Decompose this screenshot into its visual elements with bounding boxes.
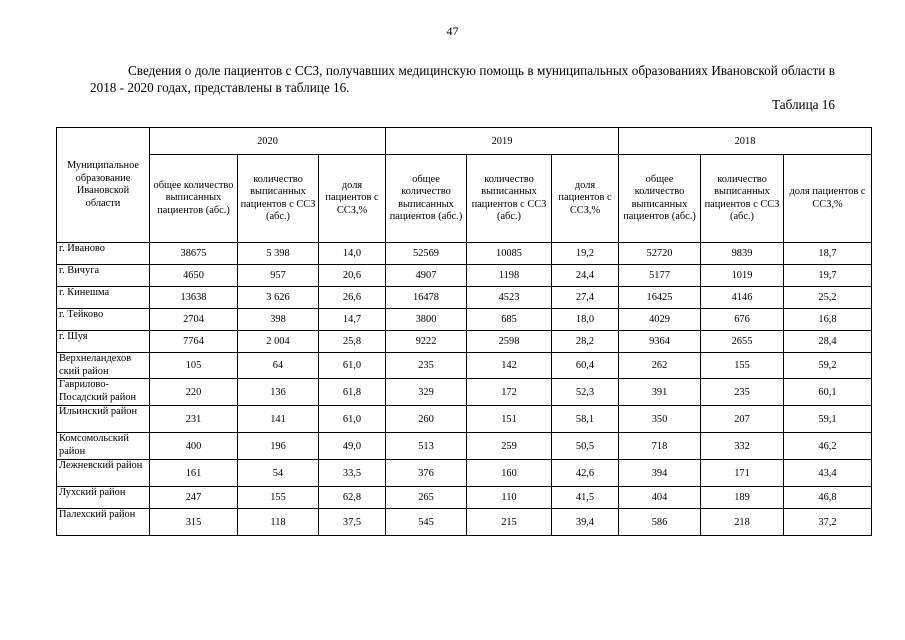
value-cell: 155 (701, 353, 784, 379)
value-cell: 586 (619, 509, 701, 536)
value-cell: 3 626 (238, 287, 319, 309)
value-cell: 16425 (619, 287, 701, 309)
value-cell: 172 (467, 379, 552, 406)
subheader-cvd-patients: количество выписанных пациентов с ССЗ (абс.) (701, 155, 784, 243)
value-cell: 18,0 (552, 309, 619, 331)
value-cell: 25,2 (784, 287, 872, 309)
year-header-2020: 2020 (150, 128, 386, 155)
value-cell: 2655 (701, 331, 784, 353)
value-cell: 60,4 (552, 353, 619, 379)
value-cell: 52720 (619, 243, 701, 265)
value-cell: 38675 (150, 243, 238, 265)
value-cell: 7764 (150, 331, 238, 353)
value-cell: 50,5 (552, 433, 619, 460)
table-row (57, 433, 872, 460)
municipality-name: Ильинский район (57, 406, 150, 433)
value-cell: 27,4 (552, 287, 619, 309)
value-cell: 61,0 (319, 353, 386, 379)
value-cell: 215 (467, 509, 552, 536)
value-cell: 189 (701, 487, 784, 509)
value-cell: 60,1 (784, 379, 872, 406)
value-cell: 118 (238, 509, 319, 536)
municipality-name: Палехский район (57, 509, 150, 536)
municipality-name: г. Шуя (57, 331, 150, 353)
value-cell: 4029 (619, 309, 701, 331)
value-cell: 59,1 (784, 406, 872, 433)
municipality-name: г. Вичуга (57, 265, 150, 287)
value-cell: 676 (701, 309, 784, 331)
value-cell: 49,0 (319, 433, 386, 460)
value-cell: 332 (701, 433, 784, 460)
table-row (57, 509, 872, 536)
value-cell: 37,2 (784, 509, 872, 536)
value-cell: 43,4 (784, 460, 872, 487)
municipality-name: Лухский район (57, 487, 150, 509)
value-cell: 141 (238, 406, 319, 433)
table-row (57, 460, 872, 487)
muni-column-header: Муниципальное образование Ивановской области (57, 128, 150, 243)
value-cell: 4523 (467, 287, 552, 309)
subheader-cvd-patients: количество выписанных пациентов с ССЗ (абс.) (238, 155, 319, 243)
value-cell: 61,8 (319, 379, 386, 406)
value-cell: 26,6 (319, 287, 386, 309)
value-cell: 41,5 (552, 487, 619, 509)
value-cell: 155 (238, 487, 319, 509)
value-cell: 19,2 (552, 243, 619, 265)
value-cell: 25,8 (319, 331, 386, 353)
value-cell: 58,1 (552, 406, 619, 433)
value-cell: 160 (467, 460, 552, 487)
subheader-cvd-share: доля пациентов с ССЗ,% (319, 155, 386, 243)
value-cell: 10085 (467, 243, 552, 265)
value-cell: 265 (386, 487, 467, 509)
table-body (57, 243, 872, 536)
value-cell: 18,7 (784, 243, 872, 265)
value-cell: 2 004 (238, 331, 319, 353)
table-row (57, 353, 872, 379)
value-cell: 376 (386, 460, 467, 487)
value-cell: 5 398 (238, 243, 319, 265)
value-cell: 4146 (701, 287, 784, 309)
value-cell: 110 (467, 487, 552, 509)
value-cell: 37,5 (319, 509, 386, 536)
value-cell: 400 (150, 433, 238, 460)
value-cell: 64 (238, 353, 319, 379)
value-cell: 33,5 (319, 460, 386, 487)
value-cell: 151 (467, 406, 552, 433)
intro-paragraph: Сведения о доле пациентов с ССЗ, получавших медицинскую помощь в муниципальных образованиях Ивановской области в 2018 - 2020 годах, представлены в таблице 16. (90, 63, 835, 95)
value-cell: 20,6 (319, 265, 386, 287)
table-row (57, 406, 872, 433)
value-cell: 262 (619, 353, 701, 379)
value-cell: 235 (386, 353, 467, 379)
value-cell: 231 (150, 406, 238, 433)
value-cell: 4907 (386, 265, 467, 287)
value-cell: 207 (701, 406, 784, 433)
value-cell: 142 (467, 353, 552, 379)
value-cell: 54 (238, 460, 319, 487)
value-cell: 46,2 (784, 433, 872, 460)
value-cell: 957 (238, 265, 319, 287)
table-row (57, 243, 872, 265)
value-cell: 329 (386, 379, 467, 406)
value-cell: 161 (150, 460, 238, 487)
subheader-cvd-share: доля пациентов с ССЗ,% (552, 155, 619, 243)
value-cell: 513 (386, 433, 467, 460)
value-cell: 62,8 (319, 487, 386, 509)
value-cell: 28,2 (552, 331, 619, 353)
year-header-2018: 2018 (619, 128, 872, 155)
value-cell: 24,4 (552, 265, 619, 287)
year-header-2019: 2019 (386, 128, 619, 155)
value-cell: 2704 (150, 309, 238, 331)
value-cell: 545 (386, 509, 467, 536)
table-row (57, 487, 872, 509)
value-cell: 19,7 (784, 265, 872, 287)
subheader-cvd-patients: количество выписанных пациентов с ССЗ (абс.) (467, 155, 552, 243)
table-row (57, 265, 872, 287)
value-cell: 42,6 (552, 460, 619, 487)
subheader-cvd-share: доля пациентов с ССЗ,% (784, 155, 872, 243)
value-cell: 16478 (386, 287, 467, 309)
value-cell: 16,8 (784, 309, 872, 331)
value-cell: 52,3 (552, 379, 619, 406)
table-label: Таблица 16 (772, 97, 835, 112)
value-cell: 13638 (150, 287, 238, 309)
value-cell: 3800 (386, 309, 467, 331)
municipality-name: Лежневский район (57, 460, 150, 487)
table-header (57, 128, 872, 243)
table-row (57, 287, 872, 309)
value-cell: 350 (619, 406, 701, 433)
value-cell: 9839 (701, 243, 784, 265)
table-row (57, 331, 872, 353)
value-cell: 39,4 (552, 509, 619, 536)
value-cell: 404 (619, 487, 701, 509)
value-cell: 136 (238, 379, 319, 406)
value-cell: 247 (150, 487, 238, 509)
municipality-name: Верхнеландехов ский район (57, 353, 150, 379)
value-cell: 9222 (386, 331, 467, 353)
subheader-total-patients: общее количество выписанных пациентов (абс.) (386, 155, 467, 243)
value-cell: 718 (619, 433, 701, 460)
value-cell: 394 (619, 460, 701, 487)
value-cell: 196 (238, 433, 319, 460)
value-cell: 52569 (386, 243, 467, 265)
value-cell: 5177 (619, 265, 701, 287)
municipality-name: г. Тейково (57, 309, 150, 331)
value-cell: 9364 (619, 331, 701, 353)
municipality-name: Гаврилово-Посадский район (57, 379, 150, 406)
value-cell: 259 (467, 433, 552, 460)
value-cell: 235 (701, 379, 784, 406)
value-cell: 260 (386, 406, 467, 433)
value-cell: 4650 (150, 265, 238, 287)
value-cell: 28,4 (784, 331, 872, 353)
municipality-name: г. Кинешма (57, 287, 150, 309)
municipality-name: Комсомольский район (57, 433, 150, 460)
table-row (57, 379, 872, 406)
subheader-total-patients: общее количество выписанных пациентов (абс.) (619, 155, 701, 243)
value-cell: 685 (467, 309, 552, 331)
value-cell: 315 (150, 509, 238, 536)
page-number: 47 (446, 24, 459, 38)
value-cell: 14,0 (319, 243, 386, 265)
subheader-total-patients: общее количество выписанных пациентов (абс.) (150, 155, 238, 243)
value-cell: 220 (150, 379, 238, 406)
value-cell: 1198 (467, 265, 552, 287)
value-cell: 105 (150, 353, 238, 379)
value-cell: 14,7 (319, 309, 386, 331)
municipality-name: г. Иваново (57, 243, 150, 265)
value-cell: 391 (619, 379, 701, 406)
value-cell: 59,2 (784, 353, 872, 379)
value-cell: 218 (701, 509, 784, 536)
value-cell: 1019 (701, 265, 784, 287)
value-cell: 2598 (467, 331, 552, 353)
value-cell: 61,0 (319, 406, 386, 433)
patients-table (56, 127, 872, 536)
value-cell: 398 (238, 309, 319, 331)
value-cell: 171 (701, 460, 784, 487)
value-cell: 46,8 (784, 487, 872, 509)
table-row (57, 309, 872, 331)
